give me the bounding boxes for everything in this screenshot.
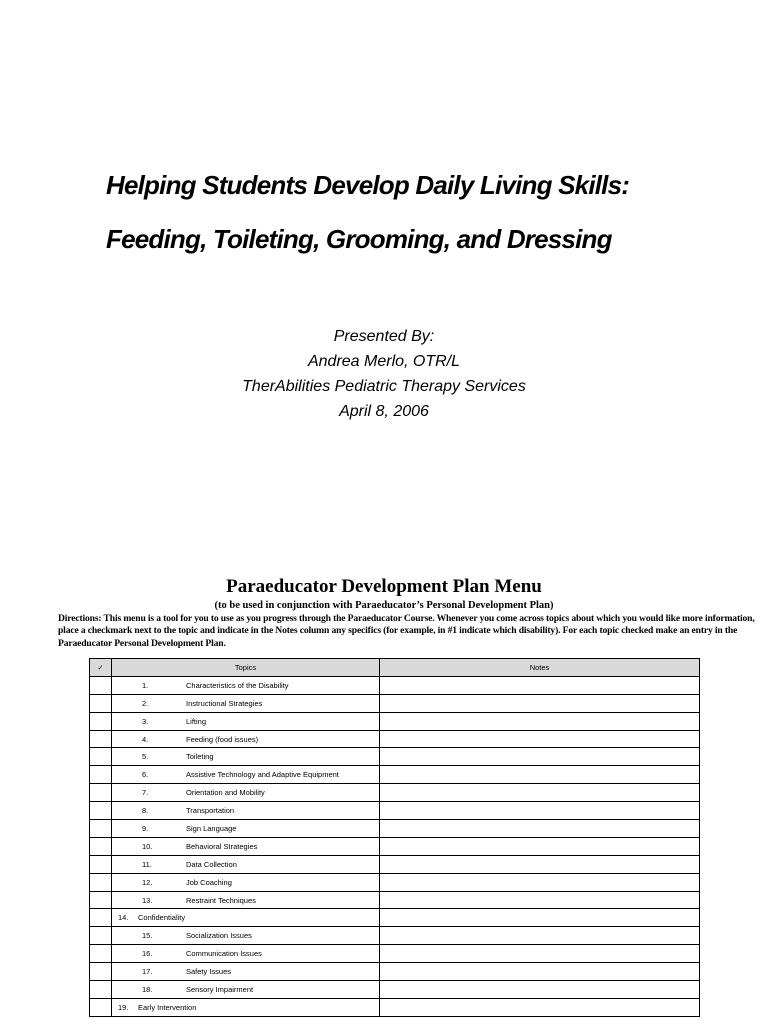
topic-cell (112, 927, 380, 945)
table-row (90, 784, 700, 802)
topic-cell (112, 998, 380, 1016)
checkmark-cell[interactable] (90, 730, 112, 748)
topic-number: 1. (142, 680, 149, 690)
topic-label: Instructional Strategies (186, 698, 263, 708)
directions-text: Directions: This menu is a tool for you to use as you progress through the Paraeducator Course. Whenever you come across topics about which you would like more information, place a checkmark next to the topic and indicate in the Notes column any specifics (for example, in #1 indicate which disability). For each topic checked make an entry in the Paraeducator Personal Development Plan. (58, 613, 755, 649)
topic-label: Behavioral Strategies (186, 841, 258, 851)
notes-cell[interactable] (380, 909, 700, 927)
topic-cell (112, 784, 380, 802)
notes-cell[interactable] (380, 766, 700, 784)
checkmark-cell[interactable] (90, 945, 112, 963)
topic-cell (112, 855, 380, 873)
topic-number: 17. (142, 967, 153, 977)
notes-cell[interactable] (380, 694, 700, 712)
notes-column-header: Notes (380, 659, 700, 677)
notes-cell[interactable] (380, 927, 700, 945)
notes-cell[interactable] (380, 712, 700, 730)
topic-number: 8. (142, 806, 149, 816)
topic-label: Early Intervention (138, 1002, 197, 1012)
notes-cell[interactable] (380, 891, 700, 909)
table-row (90, 820, 700, 838)
topic-number: 3. (142, 716, 149, 726)
notes-cell[interactable] (380, 730, 700, 748)
table-row (90, 802, 700, 820)
table-row (90, 927, 700, 945)
checkmark-cell[interactable] (90, 855, 112, 873)
topic-number: 14. (118, 913, 129, 923)
checkmark-cell[interactable] (90, 963, 112, 981)
table-row (90, 945, 700, 963)
topic-cell (112, 748, 380, 766)
topic-cell (112, 766, 380, 784)
checkmark-cell[interactable] (90, 909, 112, 927)
table-row (90, 891, 700, 909)
topic-number: 5. (142, 752, 149, 762)
topic-cell (112, 712, 380, 730)
checkmark-cell[interactable] (90, 712, 112, 730)
notes-cell[interactable] (380, 981, 700, 999)
topic-number: 9. (142, 823, 149, 833)
topic-cell (112, 837, 380, 855)
notes-cell[interactable] (380, 676, 700, 694)
menu-subtitle: (to be used in conjunction with Paraeducator’s Personal Development Plan) (214, 600, 554, 611)
notes-cell[interactable] (380, 998, 700, 1016)
checkmark-cell[interactable] (90, 891, 112, 909)
table-row (90, 766, 700, 784)
topic-number: 10. (142, 841, 153, 851)
topic-cell (112, 694, 380, 712)
topic-label: Assistive Technology and Adaptive Equipment (186, 770, 339, 780)
development-plan-table (89, 658, 700, 1017)
table-row (90, 676, 700, 694)
table-row (90, 855, 700, 873)
table-row (90, 712, 700, 730)
presenter-name: Andrea Merlo, OTR/L (307, 353, 461, 370)
topic-label: Lifting (186, 716, 207, 726)
checkmark-cell[interactable] (90, 837, 112, 855)
checkmark-cell[interactable] (90, 694, 112, 712)
topic-number: 7. (142, 788, 149, 798)
table-row (90, 873, 700, 891)
topic-number: 2. (142, 698, 149, 708)
topic-cell (112, 981, 380, 999)
title-line-2: Feeding, Toileting, Grooming, and Dressing (106, 224, 612, 254)
topic-number: 16. (142, 949, 153, 959)
topic-cell (112, 730, 380, 748)
topic-number: 11. (142, 859, 152, 869)
notes-cell[interactable] (380, 784, 700, 802)
notes-cell[interactable] (380, 855, 700, 873)
table-row (90, 748, 700, 766)
table-row (90, 981, 700, 999)
topic-cell (112, 909, 380, 927)
table-row (90, 837, 700, 855)
topic-label: Characteristics of the Disability (186, 680, 289, 690)
topic-label: Transportation (186, 806, 235, 816)
notes-cell[interactable] (380, 837, 700, 855)
notes-cell[interactable] (380, 820, 700, 838)
checkmark-cell[interactable] (90, 784, 112, 802)
topic-number: 18. (142, 984, 153, 994)
topic-label: Data Collection (186, 859, 237, 869)
checkmark-cell[interactable] (90, 676, 112, 694)
topic-label: Feeding (food issues) (186, 734, 259, 744)
checkmark-column-header: ✓ (90, 659, 112, 677)
topic-cell (112, 945, 380, 963)
notes-cell[interactable] (380, 802, 700, 820)
checkmark-cell[interactable] (90, 820, 112, 838)
topic-number: 19. (118, 1002, 129, 1012)
table-row (90, 963, 700, 981)
notes-cell[interactable] (380, 963, 700, 981)
topic-label: Sensory Impairment (186, 984, 254, 994)
table-header-row (90, 659, 700, 677)
topic-label: Safety Issues (186, 967, 232, 977)
notes-cell[interactable] (380, 748, 700, 766)
topic-label: Communication Issues (186, 949, 262, 959)
topics-column-header: Topics (112, 659, 380, 677)
topic-cell (112, 676, 380, 694)
table-row (90, 909, 700, 927)
topic-number: 6. (142, 770, 149, 780)
topic-label: Job Coaching (186, 877, 232, 887)
topic-cell (112, 873, 380, 891)
checkmark-cell[interactable] (90, 873, 112, 891)
topic-cell (112, 820, 380, 838)
topic-number: 15. (142, 931, 153, 941)
topic-label: Orientation and Mobility (186, 788, 265, 798)
checkmark-cell[interactable] (90, 802, 112, 820)
title-line-1: Helping Students Develop Daily Living Skills: (106, 170, 630, 200)
checkmark-cell[interactable] (90, 981, 112, 999)
checkmark-cell[interactable] (90, 748, 112, 766)
topic-cell (112, 891, 380, 909)
presenter-info (0, 324, 768, 424)
topic-number: 12. (142, 877, 153, 887)
checkmark-cell[interactable] (90, 766, 112, 784)
topic-number: 4. (142, 734, 149, 744)
topic-cell (112, 802, 380, 820)
table-row (90, 694, 700, 712)
topic-label: Confidentiality (138, 913, 186, 923)
topic-label: Sign Language (186, 823, 237, 833)
presenter-heading: Presented By: (333, 328, 435, 345)
topic-number: 13. (142, 895, 153, 905)
notes-cell[interactable] (380, 873, 700, 891)
notes-cell[interactable] (380, 945, 700, 963)
topic-label: Restraint Techniques (186, 895, 256, 905)
presenter-organization: TherAbilities Pediatric Therapy Services (242, 378, 526, 395)
topic-cell (112, 963, 380, 981)
table-row (90, 730, 700, 748)
checkmark-cell[interactable] (90, 927, 112, 945)
presentation-date: April 8, 2006 (339, 403, 429, 420)
topic-label: Socialization Issues (186, 931, 252, 941)
topic-label: Toileting (186, 752, 214, 762)
menu-title: Paraeducator Development Plan Menu (226, 576, 542, 597)
table-row (90, 998, 700, 1016)
checkmark-cell[interactable] (90, 998, 112, 1016)
